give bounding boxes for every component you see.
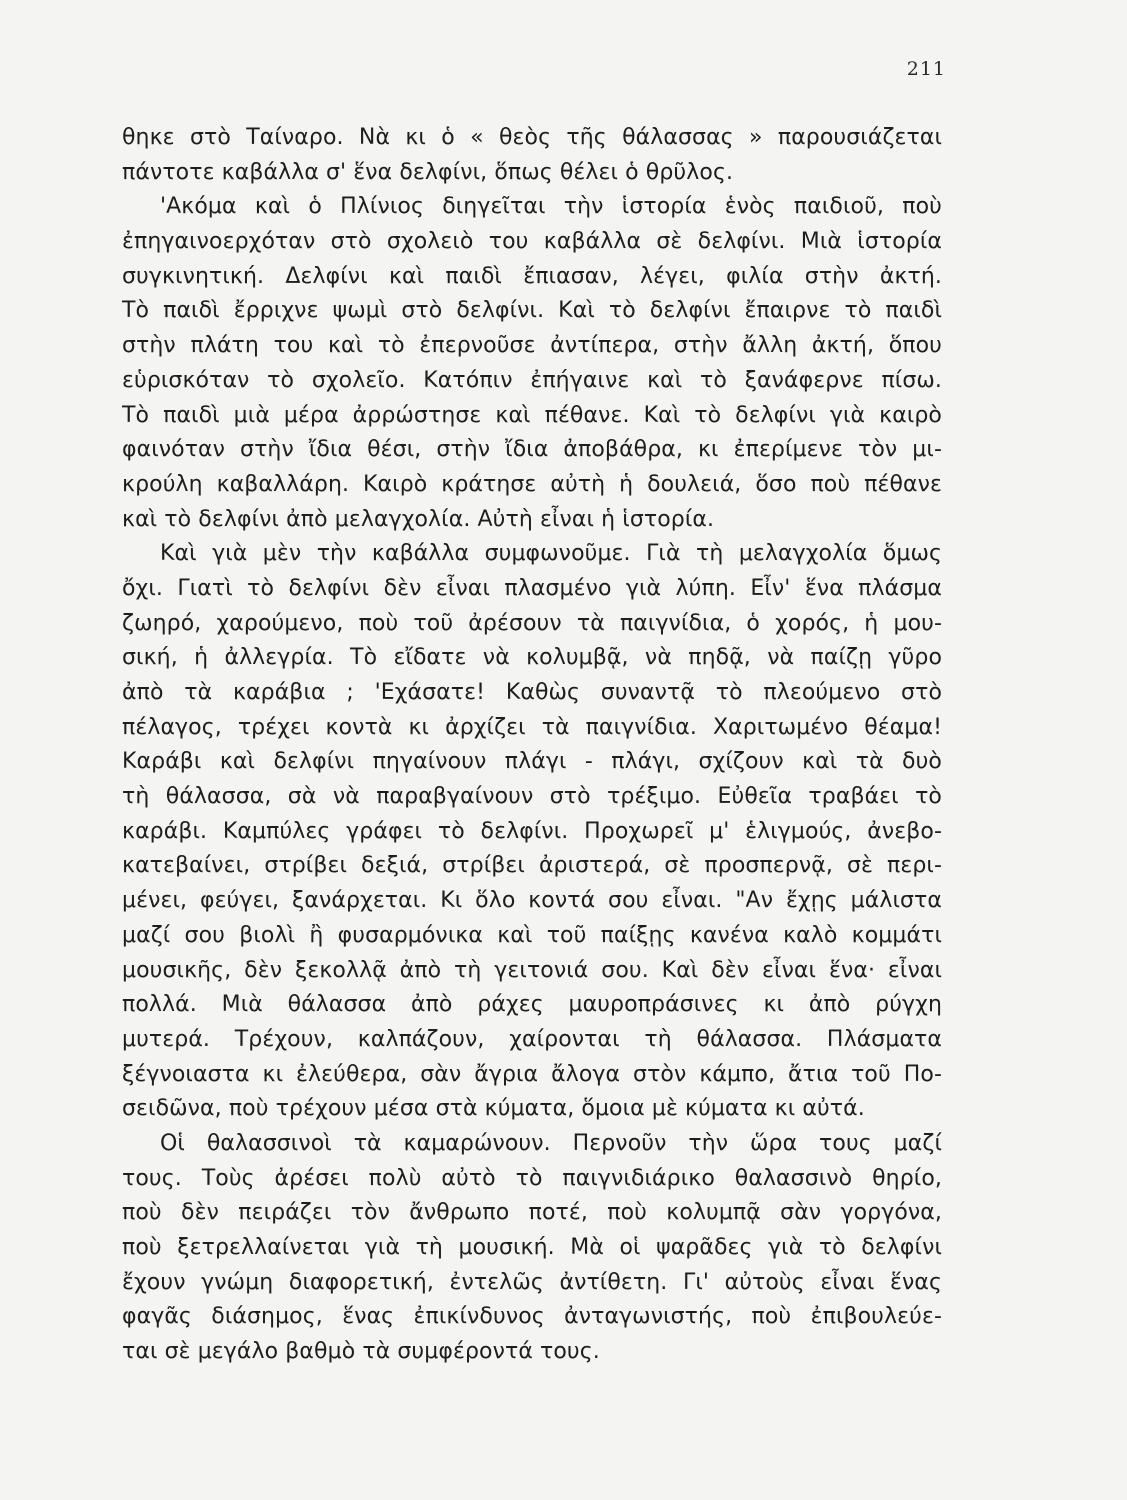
text-line: ἐπηγαινοερχόταν στὸ σχολειὸ του καβάλλα σὲ δελφίνι. Μιὰ ἱστορία	[122, 229, 942, 255]
text-line: σειδῶνα, ποὺ τρέχουν μέσα στὰ κύματα, ὅμοια μὲ κύματα κι αὐτά.	[122, 1096, 865, 1122]
body-text	[122, 121, 942, 1370]
paragraph	[122, 190, 942, 537]
text-line: Τὸ παιδὶ μιὰ μέρα ἀρρώστησε καὶ πέθανε. Καὶ τὸ δελφίνι γιὰ καιρὸ	[122, 402, 942, 428]
text-line: Τὸ παιδὶ ἔρριχνε ψωμὶ στὸ δελφίνι. Καὶ τὸ δελφίνι ἔπαιρνε τὸ παιδὶ	[122, 298, 942, 324]
text-line: καὶ τὸ δελφίνι ἀπὸ μελαγχολία. Αὐτὴ εἶναι ἡ ἱστορία.	[122, 506, 715, 532]
text-line: ποὺ δὲν πειράζει τὸν ἄνθρωπο ποτέ, ποὺ κολυμπᾷ σὰν γοργόνα,	[122, 1200, 942, 1226]
text-line: εὑρισκόταν τὸ σχολεῖο. Κατόπιν ἐπήγαινε καὶ τὸ ξανάφερνε πίσω.	[122, 367, 942, 393]
paragraph	[122, 537, 942, 1127]
text-line: ἀπὸ τὰ καράβια ; 'Εχάσατε! Καθὼς συναντᾷ τὸ πλεούμενο στὸ	[122, 680, 942, 705]
text-line: σική, ἡ ἀλλεγρία. Τὸ εἴδατε νὰ κολυμβᾷ, νὰ πηδᾷ, νὰ παίζῃ γῦρο	[122, 645, 942, 671]
text-line: Καράβι καὶ δελφίνι πηγαίνουν πλάγι - πλάγι, σχίζουν καὶ τὰ δυὸ	[122, 749, 942, 775]
text-line: ζωηρό, χαρούμενο, ποὺ τοῦ ἀρέσουν τὰ παιγνίδια, ὁ χορός, ἡ μου-	[122, 610, 942, 636]
text-line: μένει, φεύγει, ξανάρχεται. Κι ὅλο κοντά σου εἶναι. "Αν ἔχῃς μάλιστα	[122, 888, 942, 914]
text-line: μουσικῆς, δὲν ξεκολλᾷ ἀπὸ τὴ γειτονιά σου. Καὶ δὲν εἶναι ἕνα· εἶναι	[122, 957, 942, 983]
text-line: Οἱ θαλασσινοὶ τὰ καμαρώνουν. Περνοῦν τὴν ὥρα τους μαζί	[160, 1130, 942, 1156]
text-line: μυτερά. Τρέχουν, καλπάζουν, χαίρονται τὴ θάλασσα. Πλάσματα	[122, 1026, 942, 1052]
text-line: πέλαγος, τρέχει κοντὰ κι ἀρχίζει τὰ παιγνίδια. Χαριτωμένο θέαμα!	[122, 714, 942, 740]
text-line: 'Ακόμα καὶ ὁ Πλίνιος διηγεῖται τὴν ἱστορία ἑνὸς παιδιοῦ, ποὺ	[160, 194, 942, 220]
text-line: συγκινητική. Δελφίνι καὶ παιδὶ ἔπιασαν, λέγει, φιλία στὴν ἀκτή.	[122, 263, 942, 289]
text-line: κρούλη καβαλλάρη. Καιρὸ κράτησε αὐτὴ ἡ δουλειά, ὅσο ποὺ πέθανε	[122, 471, 942, 497]
text-line: στὴν πλάτη του καὶ τὸ ἐπερνοῦσε ἀντίπερα, στὴν ἄλλη ἀκτή, ὅπου	[122, 333, 942, 359]
paragraph	[122, 121, 942, 190]
text-line: ἔχουν γνώμη διαφορετική, ἐντελῶς ἀντίθετη. Γι' αὐτοὺς εἶναι ἕνας	[122, 1269, 942, 1295]
text-line: ποὺ ξετρελλαίνεται γιὰ τὴ μουσική. Μὰ οἱ ψαρᾶδες γιὰ τὸ δελφίνι	[122, 1235, 942, 1260]
text-line: πολλά. Μιὰ θάλασσα ἀπὸ ράχες μαυροπράσινες κι ἀπὸ ρύγχη	[122, 992, 942, 1018]
text-line: ται σὲ μεγάλο βαθμὸ τὰ συμφέροντά τους.	[122, 1339, 600, 1365]
text-line: μαζί σου βιολὶ ἢ φυσαρμόνικα καὶ τοῦ παίξῃς κανένα καλὸ κομμάτι	[122, 922, 942, 948]
text-line: τὴ θάλασσα, σὰ νὰ παραβγαίνουν στὸ τρέξιμο. Εὐθεῖα τραβάει τὸ	[122, 784, 942, 810]
text-line: πάντοτε καβάλλα σ' ἕνα δελφίνι, ὅπως θέλει ὁ θρῦλος.	[122, 159, 734, 185]
text-line: ὄχι. Γιατὶ τὸ δελφίνι δὲν εἶναι πλασμένο γιὰ λύπη. Εἶν' ἕνα πλάσμα	[122, 575, 942, 601]
text-line: κατεβαίνει, στρίβει δεξιά, στρίβει ἀριστερά, σὲ προσπερνᾷ, σὲ περι-	[122, 853, 942, 879]
paragraph	[122, 1127, 942, 1370]
text-line: φαινόταν στὴν ἴδια θέσι, στὴν ἴδια ἀποβάθρα, κι ἐπερίμενε τὸν μι-	[122, 437, 942, 463]
text-line: θηκε στὸ Ταίναρο. Νὰ κι ὁ « θεὸς τῆς θάλασσας » παρουσιάζεται	[122, 125, 942, 150]
text-line: φαγᾶς διάσημος, ἕνας ἐπικίνδυνος ἀνταγωνιστής, ποὺ ἐπιβουλεύε-	[122, 1304, 942, 1330]
text-line: ξέγνοιαστα κι ἐλεύθερα, σὰν ἄγρια ἄλογα στὸν κάμπο, ἄτια τοῦ Πο-	[122, 1061, 942, 1087]
text-line: τους. Τοὺς ἀρέσει πολὺ αὐτὸ τὸ παιγνιδιάρικο θαλασσινὸ θηρίο,	[122, 1165, 942, 1191]
page-number: 211	[906, 58, 946, 80]
text-line: Καὶ γιὰ μὲν τὴν καβάλλα συμφωνοῦμε. Γιὰ τὴ μελαγχολία ὅμως	[160, 541, 942, 567]
text-line: καράβι. Καμπύλες γράφει τὸ δελφίνι. Προχωρεῖ μ' ἑλιγμούς, ἀνεβο-	[122, 818, 942, 844]
